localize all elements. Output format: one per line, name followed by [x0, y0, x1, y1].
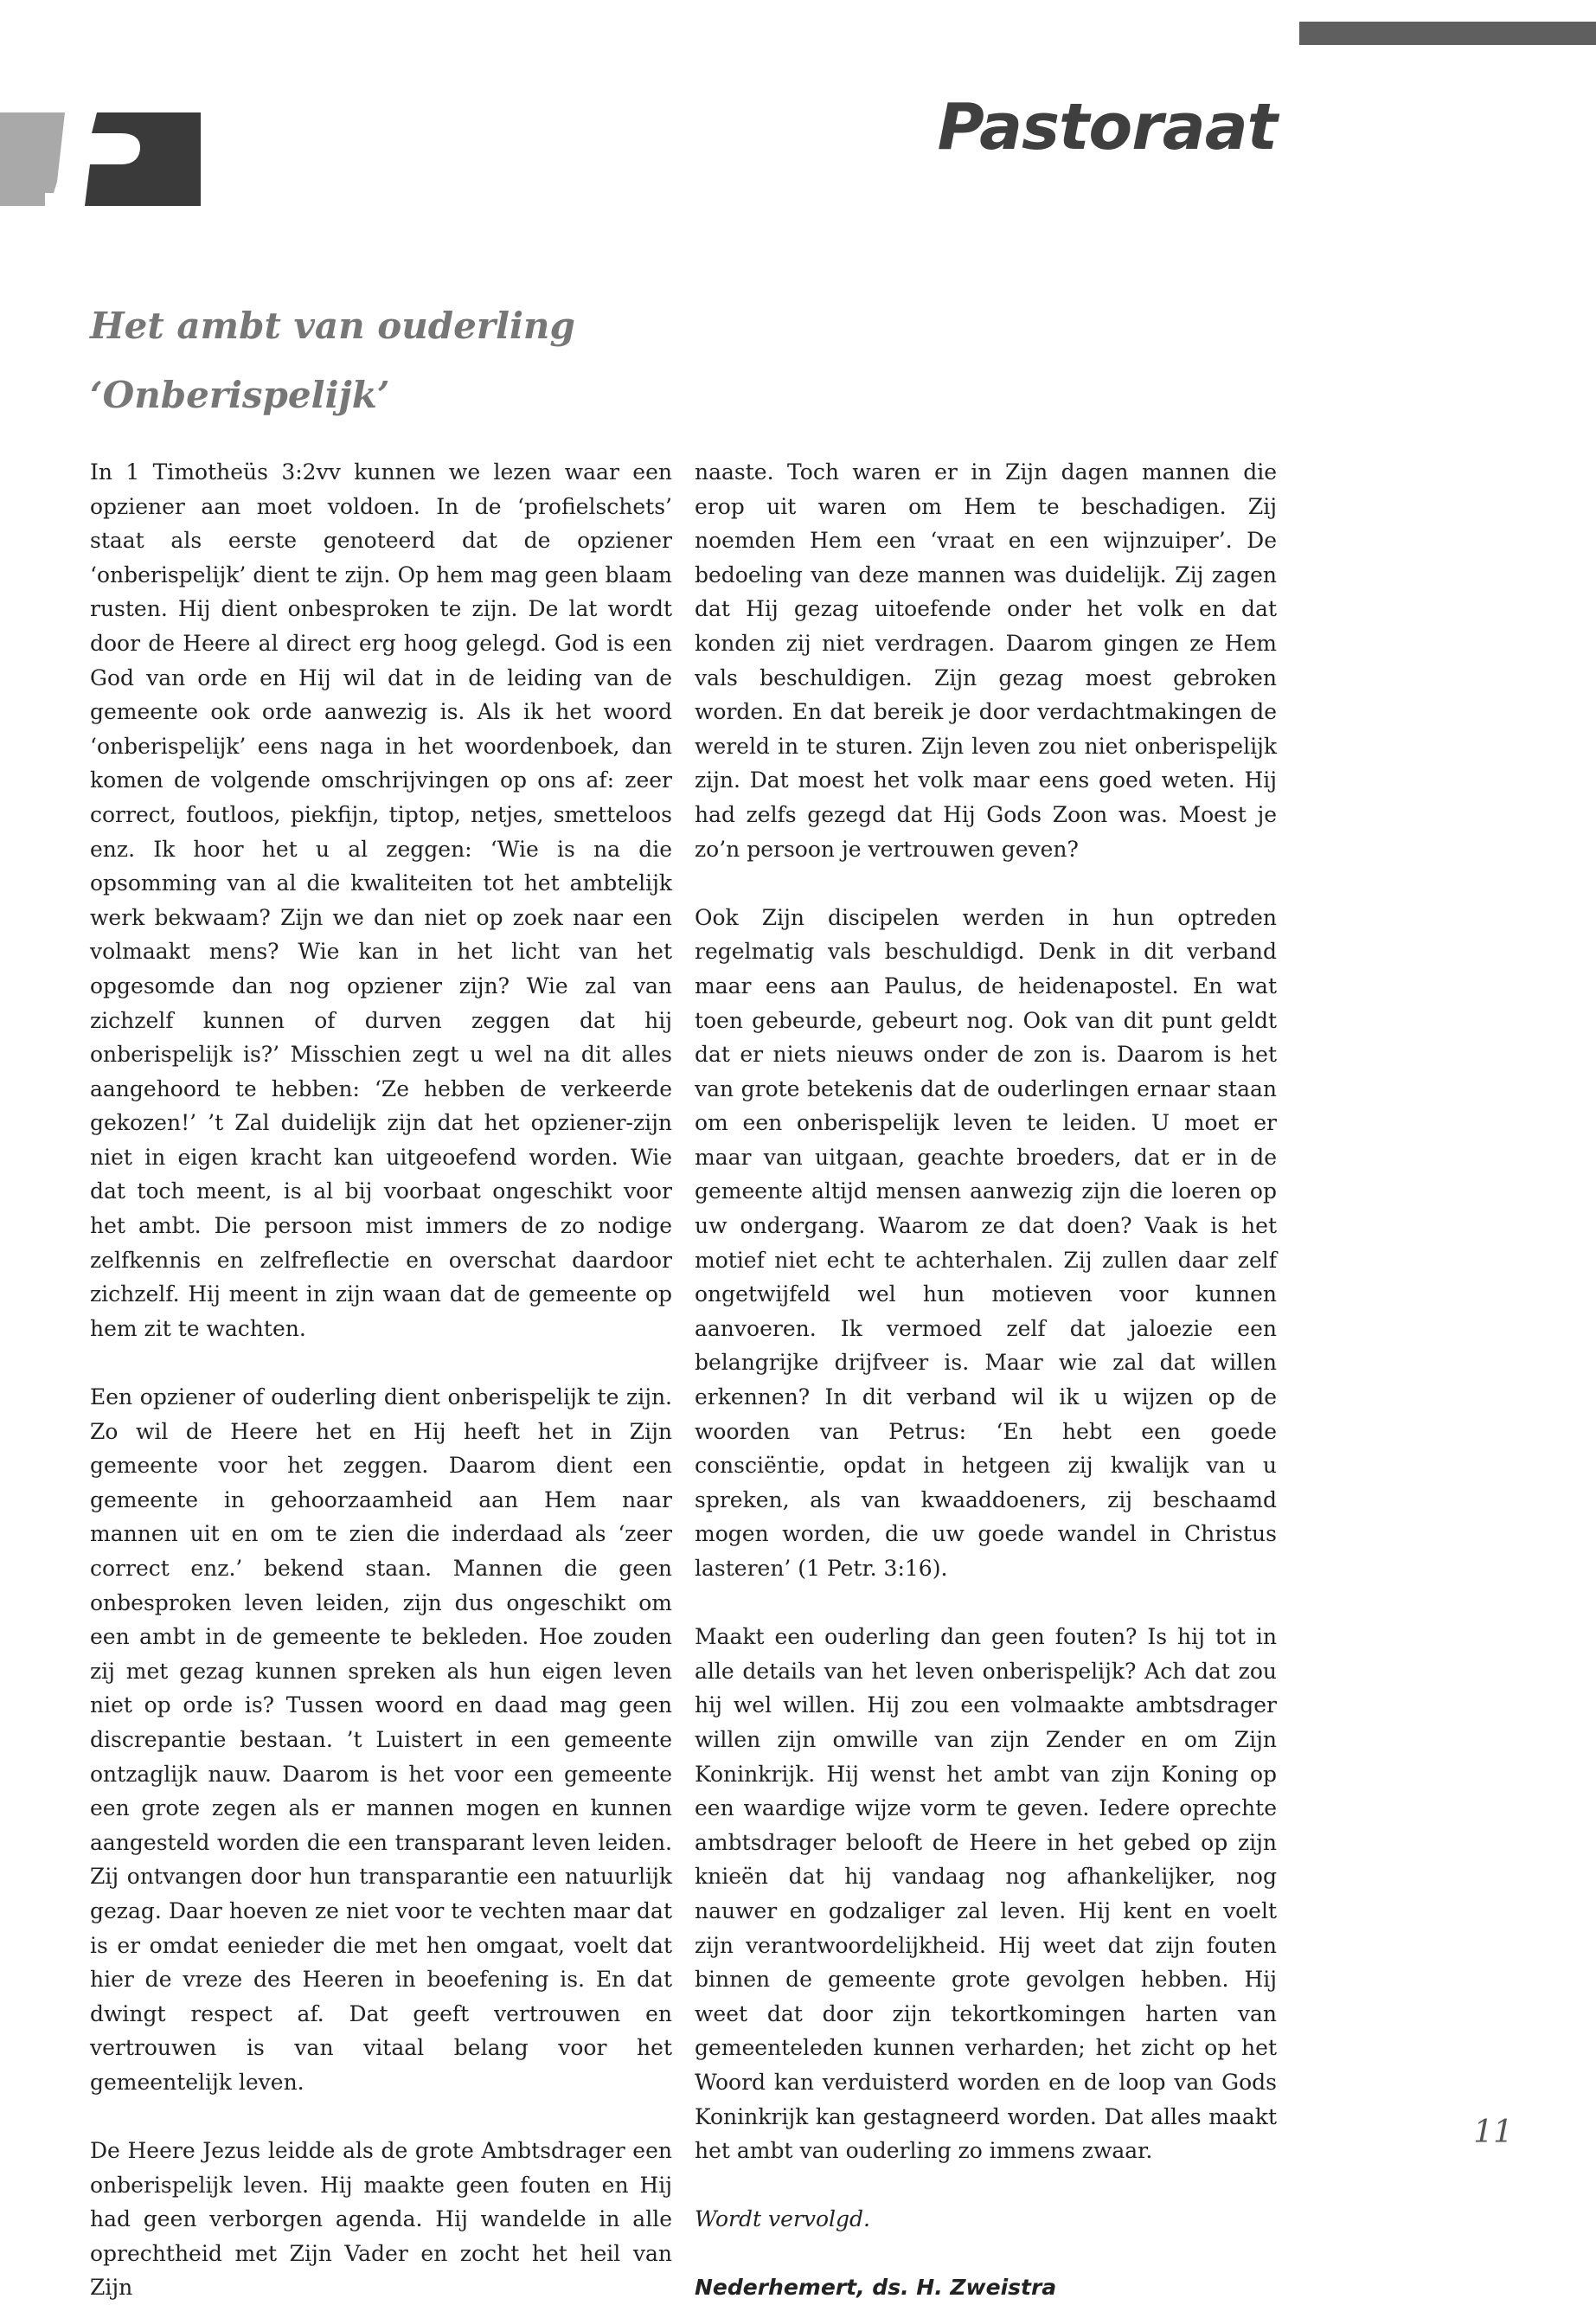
text-column-right: [695, 455, 1277, 2305]
section-title: Pastoraat: [937, 90, 1277, 164]
continued-note: Wordt vervolgd.: [695, 2206, 870, 2232]
header-accent-bar: [1299, 22, 1596, 45]
paragraph: Een opziener of ouderling dient onberispelijk te zijn. Zo wil de Heere het en Hij heeft het in Zijn gemeente voor het zeggen. Daarom dient een gemeente in gehoorzaamheid aan Hem naar mannen uit en om te zien die inderdaad als ‘zeer correct enz.’ bekend staan. Mannen die geen onbesproken leven leiden, zijn dus ongeschikt om een ambt in de gemeente te bekleden. Hoe zouden zij met gezag kunnen spreken als hun eigen leven niet op orde is? Tussen woord en daad mag geen discrepantie bestaan. ’t Luistert in een gemeente ontzaglijk nauw. Daarom is het voor een gemeente een grote zegen als er mannen mogen en kunnen aangesteld worden die een transparant leven leiden. Zij ontvangen door hun transparantie een natuurlijk gezag. Daar hoeven ze niet voor te vechten maar dat is er omdat eenieder die met hen omgaat, voelt dat hier de vreze des Heeren in beoefening is. En dat dwingt respect af. Dat geeft vertrouwen en vertrouwen is van vitaal belang voor het gemeentelijk leven.: [90, 1384, 672, 2095]
paragraph: Maakt een ouderling dan geen fouten? Is hij tot in alle details van het leven onberispelijk? Ach dat zou hij wel willen. Hij zou een volmaakte ambtsdrager willen zijn omwille van zijn Zender en om Zijn Koninkrijk. Hij wenst het ambt van zijn Koning op een waardige wijze vorm te geven. Iedere oprechte ambtsdrager belooft de Heere in het gebed op zijn knieën dat hij vandaag nog afhankelijker, nog nauwer en godzaliger zal leven. Hij kent en voelt zijn verantwoordelijkheid. Hij weet dat zijn fouten binnen de gemeente grote gevolgen hebben. Hij weet dat door zijn tekortkomingen harten van gemeenteleden kunnen verharden; het zicht op het Woord kan verduisterd worden en de loop van Gods Koninkrijk kan gestagneerd worden. Dat alles maakt het ambt van ouderling zo immens zwaar.: [695, 1624, 1277, 2164]
pastoraat-logo-icon: [0, 112, 201, 206]
page-number: 11: [1473, 2115, 1513, 2150]
text-column-left: [90, 455, 672, 2305]
paragraph: Ook Zijn discipelen werden in hun optreden regelmatig vals beschuldigd. Denk in dit verband maar eens aan Paulus, de heidenapostel. En wat toen gebeurde, gebeurt nog. Ook van dit punt geldt dat er niets nieuws onder de zon is. Daarom is het van grote betekenis dat de ouderlingen ernaar staan om een onberispelijk leven te leiden. U moet er maar van uitgaan, geachte broeders, dat er in de gemeente altijd mensen aanwezig zijn die loeren op uw ondergang. Waarom ze dat doen? Vaak is het motief niet echt te achterhalen. Zij zullen daar zelf ongetwijfeld wel hun motieven voor kunnen aanvoeren. Ik vermoed zelf dat jaloezie een belangrijke drijfveer is. Maar wie zal dat willen erkennen? In dit verband wil ik u wijzen op de woorden van Petrus: ‘En hebt een goede consciëntie, opdat in hetgeen zij kwalijk van u spreken, als van kwaaddoeners, zij beschaamd mogen worden, die uw goede wandel in Christus lasteren’ (1 Petr. 3:16).: [695, 904, 1277, 1581]
paragraph: naaste. Toch waren er in Zijn dagen mannen die erop uit waren om Hem te beschadigen. Zij noemden Hem een ‘vraat en een wijnzuiper’. De bedoeling van deze mannen was duidelijk. Zij zagen dat Hij gezag uitoefende onder het volk en dat konden zij niet verdragen. Daarom gingen ze Hem vals beschuldigen. Zijn gezag moest gebroken worden. En dat bereik je door verdachtmakingen de wereld in te sturen. Zijn leven zou niet onberispelijk zijn. Dat moest het volk maar eens goed weten. Hij had zelfs gezegd dat Hij Gods Zoon was. Moest je zo’n persoon je vertrouwen geven?: [695, 459, 1277, 862]
paragraph: De Heere Jezus leidde als de grote Ambtsdrager een onberispelijk leven. Hij maakte geen fouten en Hij had geen verborgen agenda. Hij wandelde in alle oprechtheid met Zijn Vader en zocht het heil van Zijn: [90, 2138, 672, 2301]
paragraph: In 1 Timotheüs 3:2vv kunnen we lezen waar een opziener aan moet voldoen. In de ‘profielschets’ staat als eerste genoteerd dat de opziener ‘onberispelijk’ dient te zijn. Op hem mag geen blaam rusten. Hij dient onbesproken te zijn. De lat wordt door de Heere al direct erg hoog gelegd. God is een God van orde en Hij wil dat in de leiding van de gemeente ook orde aanwezig is. Als ik het woord ‘onberispelijk’ eens naga in het woordenboek, dan komen de volgende omschrijvingen op ons af: zeer correct, foutloos, piekfijn, tiptop, netjes, smetteloos enz. Ik hoor het u al zeggen: ‘Wie is na die opsomming van al die kwaliteiten tot het ambtelijk werk bekwaam? Zijn we dan niet op zoek naar een volmaakt mens? Wie kan in het licht van het opgesomde dan nog opziener zijn? Wie zal van zichzelf kunnen of durven zeggen dat hij onberispelijk is?’ Misschien zegt u wel na dit alles aangehoord te hebben: ‘Ze hebben de verkeerde gekozen!’ ’t Zal duidelijk zijn dat het opziener-zijn niet in eigen kracht kan uitgeoefend worden. Wie dat toch meent, is al bij voorbaat ongeschikt voor het ambt. Die persoon mist immers de zo nodige zelfkennis en zelfreflectie en overschat daardoor zichzelf. Hij meent in zijn waan dat de gemeente op hem zit te wachten.: [90, 459, 672, 1341]
author-signature: Nederhemert, ds. H. Zweistra: [695, 2275, 1057, 2301]
article-subtitle: ‘Onberispelijk’: [90, 374, 390, 416]
article-title: Het ambt van ouderling: [90, 305, 575, 347]
